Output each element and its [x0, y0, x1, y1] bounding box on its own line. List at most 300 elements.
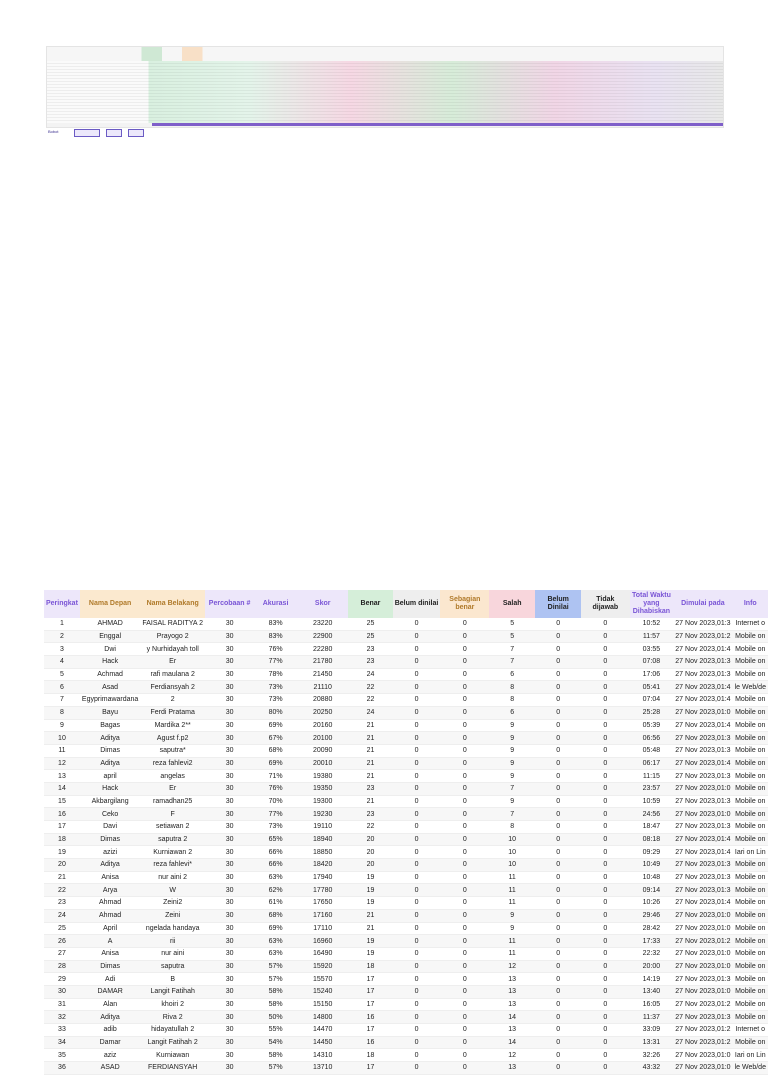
cell-score: 21110 — [297, 681, 348, 694]
cell-wrong: 6 — [489, 668, 535, 681]
cell-wrong: 9 — [489, 732, 535, 745]
cell-first-name: Adi — [80, 973, 140, 986]
cell-not-graded-2: 0 — [535, 985, 581, 998]
cell-correct: 23 — [348, 782, 392, 795]
cell-info: Mobile on — [733, 643, 768, 656]
cell-total-time: 28:42 — [630, 922, 674, 935]
cell-unanswered: 0 — [581, 897, 629, 910]
table-row[interactable] — [44, 859, 768, 872]
cell-score: 22280 — [297, 643, 348, 656]
cell-not-graded-2: 0 — [535, 630, 581, 643]
table-row[interactable] — [44, 744, 768, 757]
cell-partial: 0 — [440, 732, 489, 745]
table-row[interactable] — [44, 694, 768, 707]
cell-last-name: reza fahlevi2 — [140, 757, 205, 770]
cell-unanswered: 0 — [581, 719, 629, 732]
table-row[interactable] — [44, 782, 768, 795]
cell-last-name: reza fahlevi* — [140, 859, 205, 872]
cell-attempt: 30 — [205, 947, 254, 960]
header-rank[interactable]: Peringkat — [44, 590, 80, 618]
cell-info: Mobile on — [733, 782, 768, 795]
cell-not-graded: 0 — [393, 947, 441, 960]
cell-not-graded-2: 0 — [535, 935, 581, 948]
cell-correct: 16 — [348, 1036, 392, 1049]
table-row[interactable] — [44, 706, 768, 719]
cell-wrong: 10 — [489, 833, 535, 846]
cell-first-name: Davi — [80, 821, 140, 834]
table-row[interactable] — [44, 656, 768, 669]
cell-score: 22900 — [297, 630, 348, 643]
cell-unanswered: 0 — [581, 909, 629, 922]
cell-accuracy: 66% — [254, 859, 297, 872]
cell-accuracy: 65% — [254, 833, 297, 846]
cell-partial: 0 — [440, 1062, 489, 1075]
cell-correct: 20 — [348, 846, 392, 859]
table-row[interactable] — [44, 960, 768, 973]
header-attempt[interactable]: Percobaan # — [205, 590, 254, 618]
cell-not-graded-2: 0 — [535, 947, 581, 960]
header-wrong[interactable]: Salah — [489, 590, 535, 618]
cell-not-graded: 0 — [393, 871, 441, 884]
cell-not-graded: 0 — [393, 884, 441, 897]
cell-wrong: 11 — [489, 935, 535, 948]
cell-not-graded: 0 — [393, 732, 441, 745]
cell-accuracy: 63% — [254, 935, 297, 948]
header-correct[interactable]: Benar — [348, 590, 392, 618]
cell-wrong: 11 — [489, 947, 535, 960]
cell-partial: 0 — [440, 630, 489, 643]
cell-total-time: 22:32 — [630, 947, 674, 960]
cell-not-graded-2: 0 — [535, 833, 581, 846]
cell-first-name: AHMAD — [80, 618, 140, 630]
table-row[interactable] — [44, 871, 768, 884]
cell-rank: 3 — [44, 643, 80, 656]
table-row[interactable] — [44, 1062, 768, 1075]
cell-total-time: 33:09 — [630, 1024, 674, 1037]
header-started-at[interactable]: Dimulai pada — [673, 590, 732, 618]
cell-attempt: 30 — [205, 897, 254, 910]
cell-partial: 0 — [440, 681, 489, 694]
cell-unanswered: 0 — [581, 859, 629, 872]
cell-accuracy: 63% — [254, 947, 297, 960]
cell-rank: 29 — [44, 973, 80, 986]
cell-started-at: 27 Nov 2023,01:2 — [673, 998, 732, 1011]
cell-info: Mobile on — [733, 1011, 768, 1024]
cell-rank: 5 — [44, 668, 80, 681]
cell-not-graded: 0 — [393, 694, 441, 707]
cell-started-at: 27 Nov 2023,01:3 — [673, 732, 732, 745]
cell-unanswered: 0 — [581, 782, 629, 795]
cell-last-name: Langit Fatihah — [140, 985, 205, 998]
cell-correct: 19 — [348, 935, 392, 948]
header-score[interactable]: Skor — [297, 590, 348, 618]
cell-first-name: A — [80, 935, 140, 948]
cell-last-name: Er — [140, 782, 205, 795]
cell-partial: 0 — [440, 871, 489, 884]
cell-last-name: F — [140, 808, 205, 821]
cell-first-name: Akbargilang — [80, 795, 140, 808]
cell-attempt: 30 — [205, 770, 254, 783]
cell-wrong: 13 — [489, 1062, 535, 1075]
table-row[interactable] — [44, 821, 768, 834]
header-accuracy[interactable]: Akurasi — [254, 590, 297, 618]
cell-attempt: 30 — [205, 922, 254, 935]
cell-info: Internet o — [733, 618, 768, 630]
cell-started-at: 27 Nov 2023,01:2 — [673, 1036, 732, 1049]
cell-first-name: Ahmad — [80, 909, 140, 922]
cell-rank: 1 — [44, 618, 80, 630]
cell-total-time: 13:31 — [630, 1036, 674, 1049]
table-row[interactable] — [44, 973, 768, 986]
spreadsheet-thumbnail — [46, 46, 724, 128]
cell-info: Mobile on — [733, 884, 768, 897]
cell-accuracy: 69% — [254, 719, 297, 732]
cell-correct: 21 — [348, 922, 392, 935]
header-not-graded-2[interactable]: Belum Dinilai — [535, 590, 581, 618]
cell-not-graded: 0 — [393, 782, 441, 795]
cell-accuracy: 63% — [254, 871, 297, 884]
table-row[interactable] — [44, 947, 768, 960]
table-row[interactable] — [44, 808, 768, 821]
cell-partial: 0 — [440, 618, 489, 630]
table-row[interactable] — [44, 922, 768, 935]
cell-rank: 4 — [44, 656, 80, 669]
cell-started-at: 27 Nov 2023,01:3 — [673, 795, 732, 808]
cell-wrong: 14 — [489, 1036, 535, 1049]
cell-wrong: 9 — [489, 719, 535, 732]
header-partial[interactable]: Sebagian benar — [440, 590, 489, 618]
cell-first-name: azizi — [80, 846, 140, 859]
table-row[interactable] — [44, 998, 768, 1011]
cell-last-name: rii — [140, 935, 205, 948]
table-row[interactable] — [44, 897, 768, 910]
cell-rank: 13 — [44, 770, 80, 783]
cell-partial: 0 — [440, 922, 489, 935]
table-row[interactable] — [44, 770, 768, 783]
cell-first-name: Hack — [80, 656, 140, 669]
cell-last-name: Langit Fatihah 2 — [140, 1036, 205, 1049]
cell-wrong: 10 — [489, 859, 535, 872]
table-row[interactable] — [44, 909, 768, 922]
thumbnail-sheet-tab[interactable] — [106, 129, 122, 137]
cell-wrong: 9 — [489, 922, 535, 935]
cell-not-graded: 0 — [393, 643, 441, 656]
cell-attempt: 30 — [205, 935, 254, 948]
cell-not-graded-2: 0 — [535, 821, 581, 834]
header-last-name[interactable]: Nama Belakang — [140, 590, 205, 618]
header-first-name[interactable]: Nama Depan — [80, 590, 140, 618]
cell-accuracy: 58% — [254, 1049, 297, 1062]
table-row[interactable] — [44, 795, 768, 808]
cell-total-time: 25:28 — [630, 706, 674, 719]
cell-wrong: 8 — [489, 821, 535, 834]
cell-accuracy: 61% — [254, 897, 297, 910]
cell-wrong: 12 — [489, 960, 535, 973]
cell-not-graded-2: 0 — [535, 681, 581, 694]
cell-score: 20010 — [297, 757, 348, 770]
cell-not-graded-2: 0 — [535, 808, 581, 821]
cell-correct: 21 — [348, 744, 392, 757]
cell-total-time: 07:04 — [630, 694, 674, 707]
cell-not-graded: 0 — [393, 668, 441, 681]
cell-rank: 7 — [44, 694, 80, 707]
cell-unanswered: 0 — [581, 694, 629, 707]
table-row[interactable] — [44, 1024, 768, 1037]
cell-last-name: setiawan 2 — [140, 821, 205, 834]
cell-not-graded: 0 — [393, 1036, 441, 1049]
cell-wrong: 5 — [489, 618, 535, 630]
thumbnail-header-row — [47, 47, 723, 61]
cell-unanswered: 0 — [581, 985, 629, 998]
cell-first-name: adib — [80, 1024, 140, 1037]
cell-not-graded: 0 — [393, 960, 441, 973]
cell-score: 21450 — [297, 668, 348, 681]
cell-not-graded-2: 0 — [535, 897, 581, 910]
cell-accuracy: 57% — [254, 1062, 297, 1075]
cell-wrong: 13 — [489, 973, 535, 986]
cell-info: Mobile on — [733, 871, 768, 884]
cell-accuracy: 67% — [254, 732, 297, 745]
cell-unanswered: 0 — [581, 821, 629, 834]
cell-first-name: Dwi — [80, 643, 140, 656]
cell-attempt: 30 — [205, 833, 254, 846]
cell-attempt: 30 — [205, 795, 254, 808]
cell-correct: 25 — [348, 618, 392, 630]
cell-started-at: 27 Nov 2023,01:0 — [673, 1049, 732, 1062]
cell-rank: 15 — [44, 795, 80, 808]
cell-score: 20100 — [297, 732, 348, 745]
cell-not-graded: 0 — [393, 618, 441, 630]
cell-last-name: FAISAL RADITYA 2 — [140, 618, 205, 630]
cell-first-name: Dimas — [80, 833, 140, 846]
cell-wrong: 9 — [489, 757, 535, 770]
cell-unanswered: 0 — [581, 618, 629, 630]
cell-attempt: 30 — [205, 757, 254, 770]
cell-not-graded-2: 0 — [535, 732, 581, 745]
cell-started-at: 27 Nov 2023,01:3 — [673, 1011, 732, 1024]
cell-first-name: Aditya — [80, 1011, 140, 1024]
cell-unanswered: 0 — [581, 681, 629, 694]
cell-score: 14800 — [297, 1011, 348, 1024]
cell-attempt: 30 — [205, 782, 254, 795]
cell-wrong: 8 — [489, 694, 535, 707]
cell-started-at: 27 Nov 2023,01:2 — [673, 935, 732, 948]
cell-started-at: 27 Nov 2023,01:3 — [673, 618, 732, 630]
cell-attempt: 30 — [205, 1049, 254, 1062]
cell-accuracy: 69% — [254, 757, 297, 770]
cell-not-graded-2: 0 — [535, 922, 581, 935]
cell-not-graded: 0 — [393, 935, 441, 948]
cell-last-name: B — [140, 973, 205, 986]
cell-started-at: 27 Nov 2023,01:4 — [673, 719, 732, 732]
cell-accuracy: 77% — [254, 656, 297, 669]
cell-last-name: 2 — [140, 694, 205, 707]
cell-last-name: Zeini2 — [140, 897, 205, 910]
table-row[interactable] — [44, 1049, 768, 1062]
cell-rank: 14 — [44, 782, 80, 795]
cell-wrong: 11 — [489, 884, 535, 897]
cell-attempt: 30 — [205, 694, 254, 707]
cell-accuracy: 76% — [254, 782, 297, 795]
cell-last-name: Ferdi Pratama — [140, 706, 205, 719]
cell-last-name: W — [140, 884, 205, 897]
table-row[interactable] — [44, 833, 768, 846]
cell-wrong: 10 — [489, 846, 535, 859]
table-row[interactable] — [44, 681, 768, 694]
cell-first-name: Aditya — [80, 757, 140, 770]
cell-correct: 17 — [348, 1062, 392, 1075]
cell-last-name: angelas — [140, 770, 205, 783]
cell-attempt: 30 — [205, 681, 254, 694]
cell-accuracy: 57% — [254, 973, 297, 986]
cell-last-name: ngelada handaya — [140, 922, 205, 935]
table-row[interactable] — [44, 618, 768, 630]
cell-first-name: Aditya — [80, 732, 140, 745]
cell-started-at: 27 Nov 2023,01:3 — [673, 973, 732, 986]
cell-partial: 0 — [440, 719, 489, 732]
header-info[interactable]: Info — [733, 590, 768, 618]
cell-correct: 19 — [348, 897, 392, 910]
cell-unanswered: 0 — [581, 643, 629, 656]
cell-attempt: 30 — [205, 719, 254, 732]
cell-total-time: 03:55 — [630, 643, 674, 656]
cell-last-name: khoiri 2 — [140, 998, 205, 1011]
cell-rank: 25 — [44, 922, 80, 935]
cell-unanswered: 0 — [581, 833, 629, 846]
cell-wrong: 6 — [489, 706, 535, 719]
cell-attempt: 30 — [205, 618, 254, 630]
cell-started-at: 27 Nov 2023,01:3 — [673, 859, 732, 872]
cell-info: Iari on Lin — [733, 1049, 768, 1062]
cell-rank: 33 — [44, 1024, 80, 1037]
cell-not-graded: 0 — [393, 821, 441, 834]
thumbnail-sheet-tab[interactable] — [128, 129, 144, 137]
cell-rank: 2 — [44, 630, 80, 643]
cell-total-time: 29:46 — [630, 909, 674, 922]
cell-correct: 18 — [348, 1049, 392, 1062]
cell-not-graded: 0 — [393, 922, 441, 935]
cell-info: Mobile on — [733, 757, 768, 770]
cell-not-graded: 0 — [393, 859, 441, 872]
cell-correct: 23 — [348, 808, 392, 821]
thumbnail-footer-label: Bobot — [48, 129, 59, 134]
cell-correct: 17 — [348, 1024, 392, 1037]
cell-first-name: DAMAR — [80, 985, 140, 998]
cell-attempt: 30 — [205, 808, 254, 821]
cell-first-name: Alan — [80, 998, 140, 1011]
cell-unanswered: 0 — [581, 630, 629, 643]
cell-total-time: 05:48 — [630, 744, 674, 757]
cell-total-time: 18:47 — [630, 821, 674, 834]
cell-info: Mobile on — [733, 973, 768, 986]
table-row[interactable] — [44, 884, 768, 897]
cell-wrong: 13 — [489, 998, 535, 1011]
header-not-graded[interactable]: Belum dinilai — [393, 590, 441, 618]
cell-partial: 0 — [440, 821, 489, 834]
cell-not-graded: 0 — [393, 706, 441, 719]
cell-partial: 0 — [440, 1011, 489, 1024]
cell-info: le Web/de — [733, 681, 768, 694]
cell-last-name: Agust f.p2 — [140, 732, 205, 745]
cell-wrong: 7 — [489, 782, 535, 795]
cell-attempt: 30 — [205, 1024, 254, 1037]
cell-total-time: 09:14 — [630, 884, 674, 897]
cell-unanswered: 0 — [581, 656, 629, 669]
cell-unanswered: 0 — [581, 935, 629, 948]
cell-first-name: Anisa — [80, 871, 140, 884]
table-row[interactable] — [44, 643, 768, 656]
cell-correct: 19 — [348, 871, 392, 884]
cell-first-name: aziz — [80, 1049, 140, 1062]
header-unanswered[interactable]: Tidak dijawab — [581, 590, 629, 618]
cell-partial: 0 — [440, 909, 489, 922]
cell-info: Mobile on — [733, 821, 768, 834]
cell-wrong: 5 — [489, 630, 535, 643]
cell-unanswered: 0 — [581, 1024, 629, 1037]
cell-total-time: 05:41 — [630, 681, 674, 694]
cell-attempt: 30 — [205, 643, 254, 656]
thumbnail-sheet-tab[interactable] — [74, 129, 100, 137]
cell-unanswered: 0 — [581, 884, 629, 897]
table-row[interactable] — [44, 732, 768, 745]
cell-last-name: Zeini — [140, 909, 205, 922]
cell-info: le Web/de — [733, 1062, 768, 1075]
table-row[interactable] — [44, 985, 768, 998]
cell-attempt: 30 — [205, 909, 254, 922]
cell-correct: 23 — [348, 656, 392, 669]
cell-total-time: 10:48 — [630, 871, 674, 884]
cell-accuracy: 78% — [254, 668, 297, 681]
cell-not-graded-2: 0 — [535, 668, 581, 681]
cell-rank: 20 — [44, 859, 80, 872]
cell-total-time: 10:26 — [630, 897, 674, 910]
cell-partial: 0 — [440, 706, 489, 719]
cell-not-graded-2: 0 — [535, 744, 581, 757]
cell-score: 20880 — [297, 694, 348, 707]
cell-score: 15150 — [297, 998, 348, 1011]
cell-partial: 0 — [440, 1049, 489, 1062]
cell-started-at: 27 Nov 2023,01:0 — [673, 808, 732, 821]
cell-started-at: 27 Nov 2023,01:4 — [673, 681, 732, 694]
header-total-time[interactable]: Total Waktu yang Dihabiskan — [630, 590, 674, 618]
table-row[interactable] — [44, 935, 768, 948]
cell-total-time: 11:15 — [630, 770, 674, 783]
table-row[interactable] — [44, 719, 768, 732]
cell-rank: 34 — [44, 1036, 80, 1049]
cell-score: 19350 — [297, 782, 348, 795]
table-row[interactable] — [44, 1036, 768, 1049]
cell-total-time: 11:57 — [630, 630, 674, 643]
cell-rank: 17 — [44, 821, 80, 834]
cell-not-graded-2: 0 — [535, 960, 581, 973]
table-row[interactable] — [44, 668, 768, 681]
cell-wrong: 7 — [489, 808, 535, 821]
table-row[interactable] — [44, 630, 768, 643]
cell-partial: 0 — [440, 694, 489, 707]
cell-info: Mobile on — [733, 998, 768, 1011]
cell-rank: 24 — [44, 909, 80, 922]
table-row[interactable] — [44, 1011, 768, 1024]
table-row[interactable] — [44, 757, 768, 770]
table-row[interactable] — [44, 846, 768, 859]
cell-rank: 36 — [44, 1062, 80, 1075]
cell-unanswered: 0 — [581, 1049, 629, 1062]
cell-attempt: 30 — [205, 744, 254, 757]
cell-started-at: 27 Nov 2023,01:2 — [673, 1024, 732, 1037]
cell-rank: 22 — [44, 884, 80, 897]
cell-first-name: Egyprimawardana — [80, 694, 140, 707]
cell-unanswered: 0 — [581, 1036, 629, 1049]
